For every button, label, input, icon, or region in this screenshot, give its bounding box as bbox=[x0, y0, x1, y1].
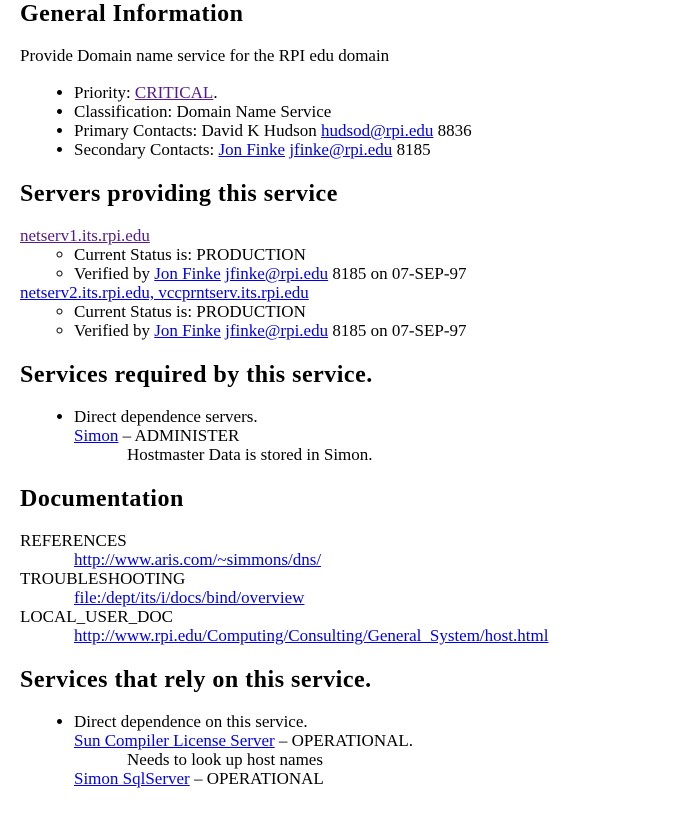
netserv1-server-link[interactable]: netserv1.its.rpi.edu bbox=[20, 226, 150, 245]
verified-date-text: 8185 on 07-SEP-97 bbox=[328, 264, 467, 283]
required-services-list bbox=[20, 407, 666, 464]
list-item-direct-dependence-servers bbox=[74, 407, 666, 464]
sun-compiler-license-server-link[interactable]: Sun Compiler License Server bbox=[74, 731, 275, 750]
server-verified-item bbox=[74, 264, 666, 283]
doc-term-troubleshooting: TROUBLESHOOTING bbox=[20, 569, 186, 588]
secondary-contacts-label: Secondary Contacts: bbox=[74, 140, 219, 159]
priority-label: Priority: bbox=[74, 83, 135, 102]
hudsod-email-link[interactable]: hudsod@rpi.edu bbox=[320, 121, 434, 140]
dependent-services-list bbox=[20, 712, 666, 788]
list-item-secondary-contacts bbox=[74, 140, 666, 159]
list-item-classification bbox=[74, 102, 666, 121]
server-name-line bbox=[20, 283, 666, 302]
verified-by-label: Verified by bbox=[74, 321, 155, 340]
secondary-contact-phone: 8185 bbox=[392, 140, 431, 159]
service-description: Provide Domain name service for the RPI edu domain bbox=[20, 46, 390, 65]
netserv2-server-link[interactable]: netserv2.its.rpi.edu, vccprntserv.its.rpi.edu bbox=[20, 283, 309, 302]
server-status-item bbox=[74, 302, 666, 321]
classification-text: Classification: Domain Name Service bbox=[74, 102, 332, 121]
server-block-netserv1 bbox=[20, 226, 666, 283]
services-rely-heading: Services that rely on this service. bbox=[20, 667, 372, 693]
dependency-note: Hostmaster Data is stored in Simon. bbox=[127, 445, 373, 464]
simon-link[interactable]: Simon bbox=[74, 426, 119, 445]
verified-by-label: Verified by bbox=[74, 264, 155, 283]
server-verified-item bbox=[74, 321, 666, 340]
verified-date-text: 8185 on 07-SEP-97 bbox=[328, 321, 467, 340]
direct-dependence-label: Direct dependence on this service. bbox=[74, 712, 308, 731]
jfinke-email-link[interactable]: jfinke@rpi.edu bbox=[225, 264, 329, 283]
doc-url-line bbox=[74, 588, 666, 607]
doc-url-line bbox=[74, 626, 666, 645]
troubleshooting-url-link[interactable]: file:/dept/its/i/docs/bind/overview bbox=[74, 588, 305, 607]
servers-heading: Servers providing this service bbox=[20, 181, 338, 207]
simon-role-text: – ADMINISTER bbox=[118, 426, 240, 445]
jon-finke-link[interactable]: Jon Finke bbox=[154, 321, 221, 340]
list-item-direct-dependence-on-service bbox=[74, 712, 666, 788]
references-url-link[interactable]: http://www.aris.com/~simmons/dns/ bbox=[74, 550, 322, 569]
server-status-item bbox=[74, 245, 666, 264]
current-status-text: Current Status is: PRODUCTION bbox=[74, 302, 306, 321]
jon-finke-link[interactable]: Jon Finke bbox=[218, 140, 286, 159]
primary-contacts-label: Primary Contacts: David K Hudson bbox=[74, 121, 321, 140]
jfinke-email-link[interactable]: jfinke@rpi.edu bbox=[225, 321, 329, 340]
simon-sqlserver-status-text: – OPERATIONAL bbox=[189, 769, 324, 788]
general-information-heading: General Information bbox=[20, 1, 244, 27]
sun-compiler-status-text: – OPERATIONAL. bbox=[274, 731, 414, 750]
server-block-netserv2 bbox=[20, 283, 666, 340]
services-required-heading: Services required by this service. bbox=[20, 362, 373, 388]
priority-suffix: . bbox=[213, 83, 218, 102]
documentation-heading: Documentation bbox=[20, 486, 184, 512]
critical-priority-link[interactable]: CRITICAL bbox=[134, 83, 214, 102]
simon-sqlserver-link[interactable]: Simon SqlServer bbox=[74, 769, 190, 788]
jfinke-email-link[interactable]: jfinke@rpi.edu bbox=[289, 140, 393, 159]
doc-term-local-user-doc: LOCAL_USER_DOC bbox=[20, 607, 174, 626]
local-user-doc-url-link[interactable]: http://www.rpi.edu/Computing/Consulting/General_System/host.html bbox=[74, 626, 549, 645]
list-item-primary-contacts bbox=[74, 121, 666, 140]
server-status-list bbox=[20, 245, 666, 283]
server-name-line bbox=[20, 226, 666, 245]
list-item-priority bbox=[74, 83, 666, 102]
jon-finke-link[interactable]: Jon Finke bbox=[154, 264, 221, 283]
dependent-note: Needs to look up host names bbox=[127, 750, 323, 769]
doc-term-references: REFERENCES bbox=[20, 531, 127, 550]
direct-dependence-label: Direct dependence servers. bbox=[74, 407, 258, 426]
doc-url-line bbox=[74, 550, 666, 569]
current-status-text: Current Status is: PRODUCTION bbox=[74, 245, 306, 264]
documentation-list bbox=[20, 531, 666, 645]
general-info-list bbox=[20, 83, 666, 159]
server-status-list bbox=[20, 302, 666, 340]
primary-contact-phone: 8836 bbox=[433, 121, 472, 140]
